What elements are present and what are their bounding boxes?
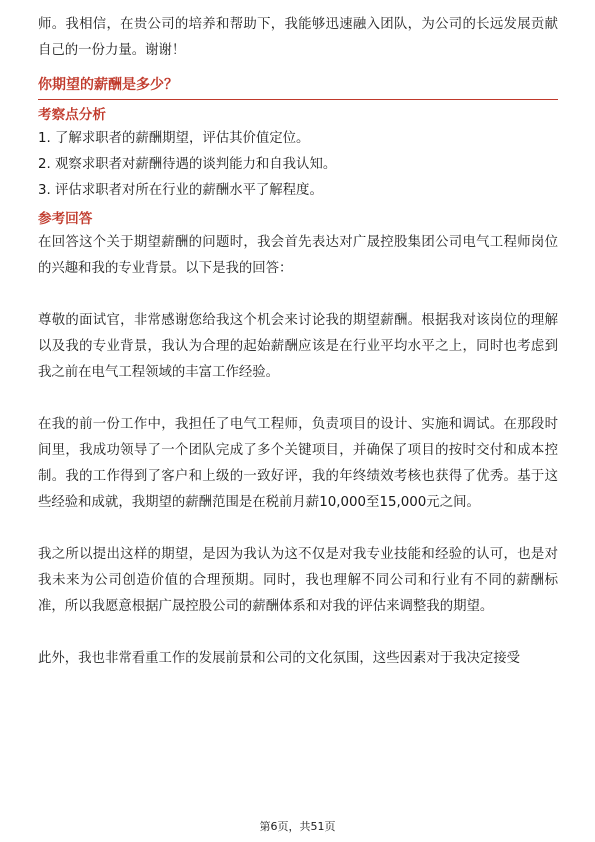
paragraph-spacer	[38, 282, 558, 308]
answer-paragraph: 在回答这个关于期望薪酬的问题时，我会首先表达对广晟控股集团公司电气工程师岗位的兴趣和我的专业背景。以下是我的回答：	[38, 235, 558, 276]
analysis-heading: 考察点分析	[38, 107, 106, 123]
answer-paragraph: 尊敬的面试官，非常感谢您给我这个机会来讨论我的期望薪酬。根据我对该岗位的理解以及我的专业背景，我认为合理的起始薪酬应该是在行业平均水平之上，同时也考虑到我之前在电气工程领域的丰富工作经验。	[38, 313, 558, 380]
answer-heading: 参考回答	[38, 211, 93, 227]
paragraph-spacer	[38, 620, 558, 646]
paragraph-spacer	[38, 386, 558, 412]
answer-paragraph: 此外，我也非常看重工作的发展前景和公司的文化氛围，这些因素对于我决定接受	[38, 651, 521, 666]
answer-paragraph: 在我的前一份工作中，我担任了电气工程师，负责项目的设计、实施和调试。在那段时间里，我成功领导了一个团队完成了多个关键项目，并确保了项目的按时交付和成本控制。我的工作得到了客户和上级的一致好评，我的年终绩效考核也获得了优秀。基于这些经验和成就，我期望的薪酬范围是在税前月薪10,000至15,000元之间。	[38, 417, 558, 510]
page-content	[38, 12, 558, 672]
answer-paragraph: 我之所以提出这样的期望，是因为我认为这不仅是对我专业技能和经验的认可，也是对我未来为公司创造价值的合理预期。同时，我也理解不同公司和行业有不同的薪酬标准，所以我愿意根据广晟控股公司的薪酬体系和对我的评估来调整我的期望。	[38, 547, 558, 614]
analysis-point: 1. 了解求职者的薪酬期望，评估其价值定位。	[38, 131, 310, 146]
paragraph-spacer	[38, 516, 558, 542]
analysis-list	[38, 126, 558, 204]
page-number-footer: 第6页，共51页	[259, 820, 336, 833]
question-heading: 你期望的薪酬是多少？	[38, 74, 558, 100]
intro-paragraph-tail: 师。我相信，在贵公司的培养和帮助下，我能够迅速融入团队，为公司的长远发展贡献自己的一份力量。谢谢！	[38, 17, 558, 58]
analysis-point: 2. 观察求职者对薪酬待遇的谈判能力和自我认知。	[38, 157, 337, 172]
analysis-point: 3. 评估求职者对所在行业的薪酬水平了解程度。	[38, 183, 323, 198]
